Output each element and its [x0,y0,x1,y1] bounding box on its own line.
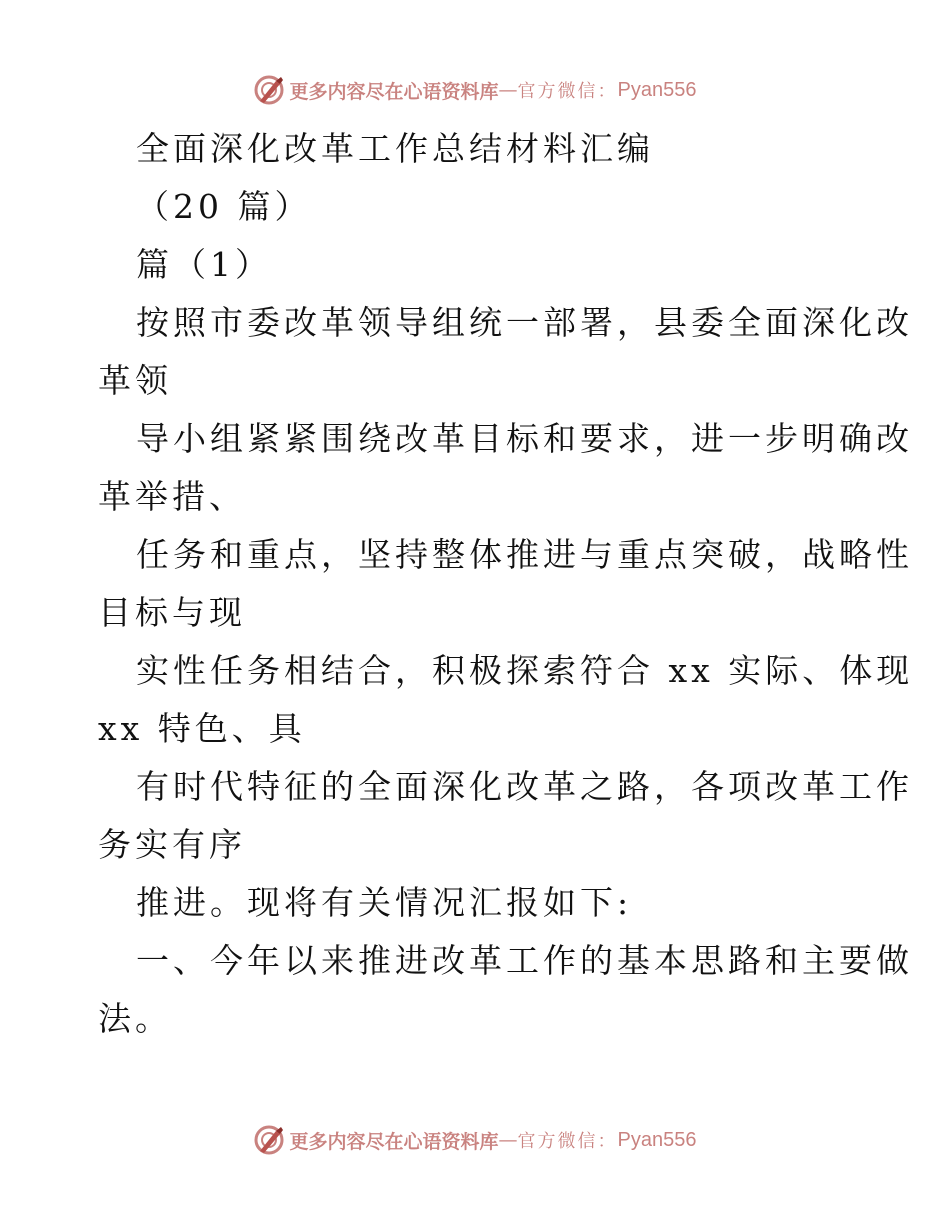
paragraph-line: 任务和重点，坚持整体推进与重点突破，战略性 [136,535,913,574]
watermark-wechat-id: Pyan556 [617,78,697,101]
paragraph-line: 务实有序 [98,825,246,864]
watermark-banner-bottom [0,1120,950,1160]
paragraph-line: 导小组紧紧围绕改革目标和要求，进一步明确改 [136,419,913,458]
paragraph-line: 一、今年以来推进改革工作的基本思路和主要做 [136,941,913,980]
watermark-wechat-label: 官方微信： [517,81,618,102]
document-body [98,120,914,1048]
paragraph-line: 推进。现将有关情况汇报如下: [136,883,633,922]
document-subtitle: （20 篇） [136,187,312,226]
paragraph-line: xx 特色、具 [98,709,306,748]
paragraph-line: 革领 [98,361,172,400]
document-title: 全面深化改革工作总结材料汇编 [136,129,654,168]
red-pen-logo-icon [254,1125,284,1155]
watermark-banner-top [0,70,950,110]
paragraph-line: 目标与现 [98,593,246,632]
watermark-separator: — [498,1129,518,1151]
paragraph-line: 实性任务相结合，积极探索符合 xx 实际、体现 [136,651,914,690]
paragraph-line: 按照市委改革领导组统一部署，县委全面深化改 [136,303,913,342]
paragraph-line: 革举措、 [98,477,246,516]
paragraph-line: 法。 [98,999,172,1038]
watermark-separator: — [498,79,518,101]
red-pen-logo-icon [254,75,284,105]
paragraph-line: 有时代特征的全面深化改革之路，各项改革工作 [136,767,913,806]
watermark-main-text: 更多内容尽在心语资料库 [289,80,499,103]
watermark-wechat-id: Pyan556 [617,1128,697,1151]
section-heading: 篇（1） [136,245,272,284]
watermark-wechat-label: 官方微信： [517,1131,618,1152]
watermark-main-text: 更多内容尽在心语资料库 [289,1130,499,1153]
